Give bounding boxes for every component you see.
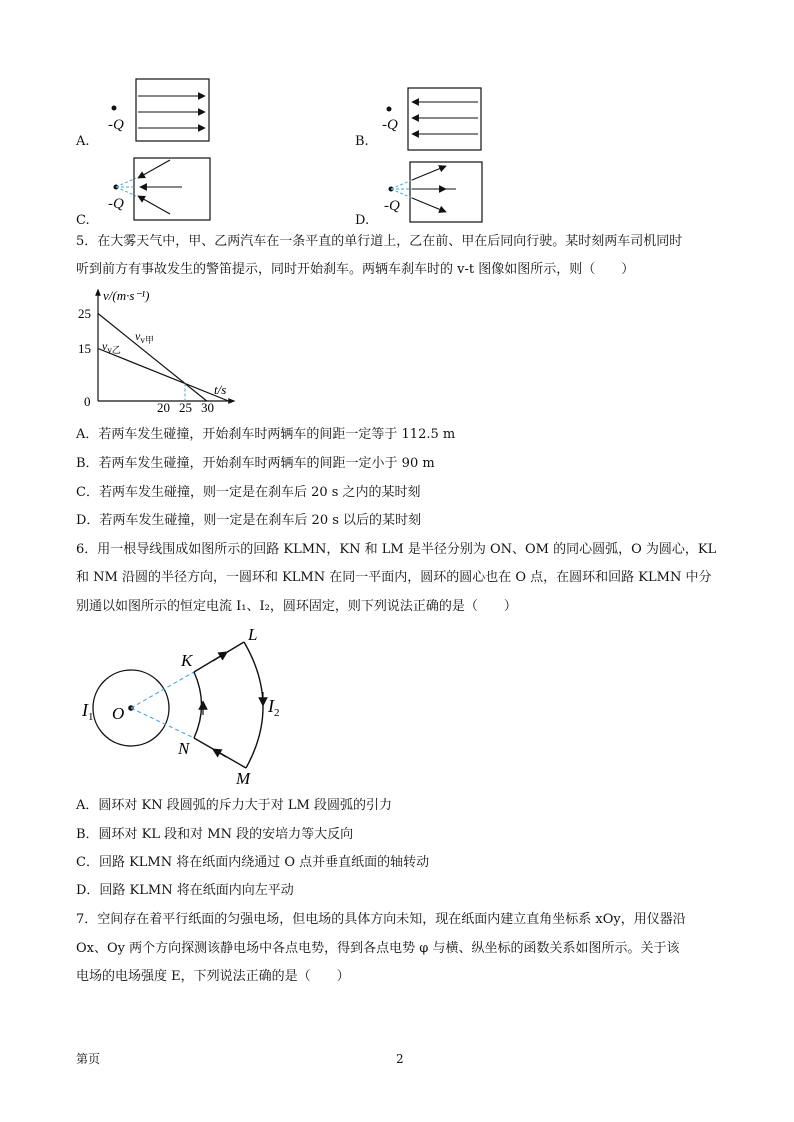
q4-option-c-label: C. [76,213,90,228]
q5-option-d: D．若两车发生碰撞，则一定是在刹车后 20 s 以后的某时刻 [76,513,422,528]
q5-option-a: A．若两车发生碰撞，开始刹车时两辆车的间距一定等于 112.5 m [76,427,456,442]
x-tick-25: 25 [179,400,192,412]
arrow-mn [216,751,226,757]
label-o: O [112,704,125,723]
charge-dot-b [387,107,392,112]
q6-stem-line3: 别通以如图所示的恒定电流 I₁、I₂，圆环固定，则下列说法正确的是（ ） [76,599,517,614]
q4-option-d-figure [389,162,483,222]
q4-option-d-label: D. [355,213,370,228]
arc-lm [244,642,263,768]
q4-option-a-label: A. [76,134,90,149]
charge-dot-a [112,106,117,111]
y-axis-label: v/(m·s⁻¹) [103,288,150,303]
q6-circuit-figure [76,620,316,788]
field-line-d1 [412,166,446,180]
label-i1: $I_1$ [82,700,94,723]
field-line-c3 [138,196,170,214]
x-tick-20: 20 [157,400,170,412]
label-n: N [178,739,190,758]
q5-stem-line2: 听到前方有事故发生的警笛提示，同时开始刹车。两辆车刹车时的 v-t 图像如图所示，则（ ） [76,262,635,277]
q7-stem-line3: 电场的电场强度 E，下列说法正确的是（ ） [76,969,350,984]
q5-stem-line1: 5．在大雾天气中，甲、乙两汽车在一条平直的单行道上，乙在前、甲在后同向行驶。某时刻两车司机同时 [76,234,683,249]
field-line-c1 [138,160,170,178]
y-tick-25: 25 [78,306,91,321]
arc-kn [194,672,202,738]
arrow-kl [213,654,224,661]
q4-charge-label-d: -Q [384,198,400,214]
q4-charge-label-b: -Q [382,117,398,133]
q6-stem-line2: 和 NM 沿圆的半径方向，一圆环和 KLMN 在同一平面内，圆环的圆心也在 O 点，在圆环和回路 KLMN 中分 [76,570,712,585]
series-label-jia: $v_{v甲}$ [135,329,154,345]
q4-option-a-figure [112,79,210,141]
label-m: M [236,769,251,788]
series-line-jia [98,314,207,402]
label-l: L [248,625,258,644]
origin-tick: 0 [84,394,91,409]
y-tick-15: 15 [78,341,91,356]
q4-option-b-figure [387,88,482,150]
q7-stem-line2: Ox、Oy 两个方向探测该静电场中各点电势，得到各点电势 φ 与横、纵坐标的函数关系如图所示。关于该 [76,941,680,956]
q4-option-b-label: B. [355,134,369,149]
q4-charge-label-a: -Q [108,117,124,133]
q5-option-b: B．若两车发生碰撞，开始刹车时两辆车的间距一定小于 90 m [76,456,435,471]
series-line-yi [98,349,229,402]
field-line-d3 [412,198,446,212]
x-axis-label: t/s [214,382,227,397]
q6-option-c: C．回路 KLMN 将在纸面内绕通过 O 点并垂直纸面的轴转动 [76,855,430,870]
q5-option-c: C．若两车发生碰撞，则一定是在刹车后 20 s 之内的某时刻 [76,485,421,500]
label-i2: $I_2$ [268,696,280,719]
q6-stem-line1: 6．用一根导线围成如图所示的回路 KLMN，KN 和 LM 是半径分别为 ON、OM 的同心圆弧，O 为圆心，KL [76,542,717,557]
label-k: K [181,651,193,670]
q6-option-d: D．回路 KLMN 将在纸面内向左平动 [76,883,294,898]
q7-stem-line1: 7．空间存在着平行纸面的匀强电场，但电场的具体方向未知，现在纸面内建立直角坐标系 xOy，用仪器沿 [76,912,686,927]
page-number: 2 [396,1052,404,1066]
q4-charge-label-c: -Q [108,196,124,212]
q5-vt-chart [76,282,246,412]
series-label-yi: $v_{v乙}$ [102,339,121,355]
q4-option-c-figure [114,158,211,220]
footer-label: 第页 [76,1052,101,1066]
q6-option-b: B．圆环对 KL 段和对 MN 段的安培力等大反向 [76,827,354,842]
x-tick-30: 30 [201,400,214,412]
q6-option-a: A．圆环对 KN 段圆弧的斥力大于对 LM 段圆弧的引力 [76,798,392,813]
